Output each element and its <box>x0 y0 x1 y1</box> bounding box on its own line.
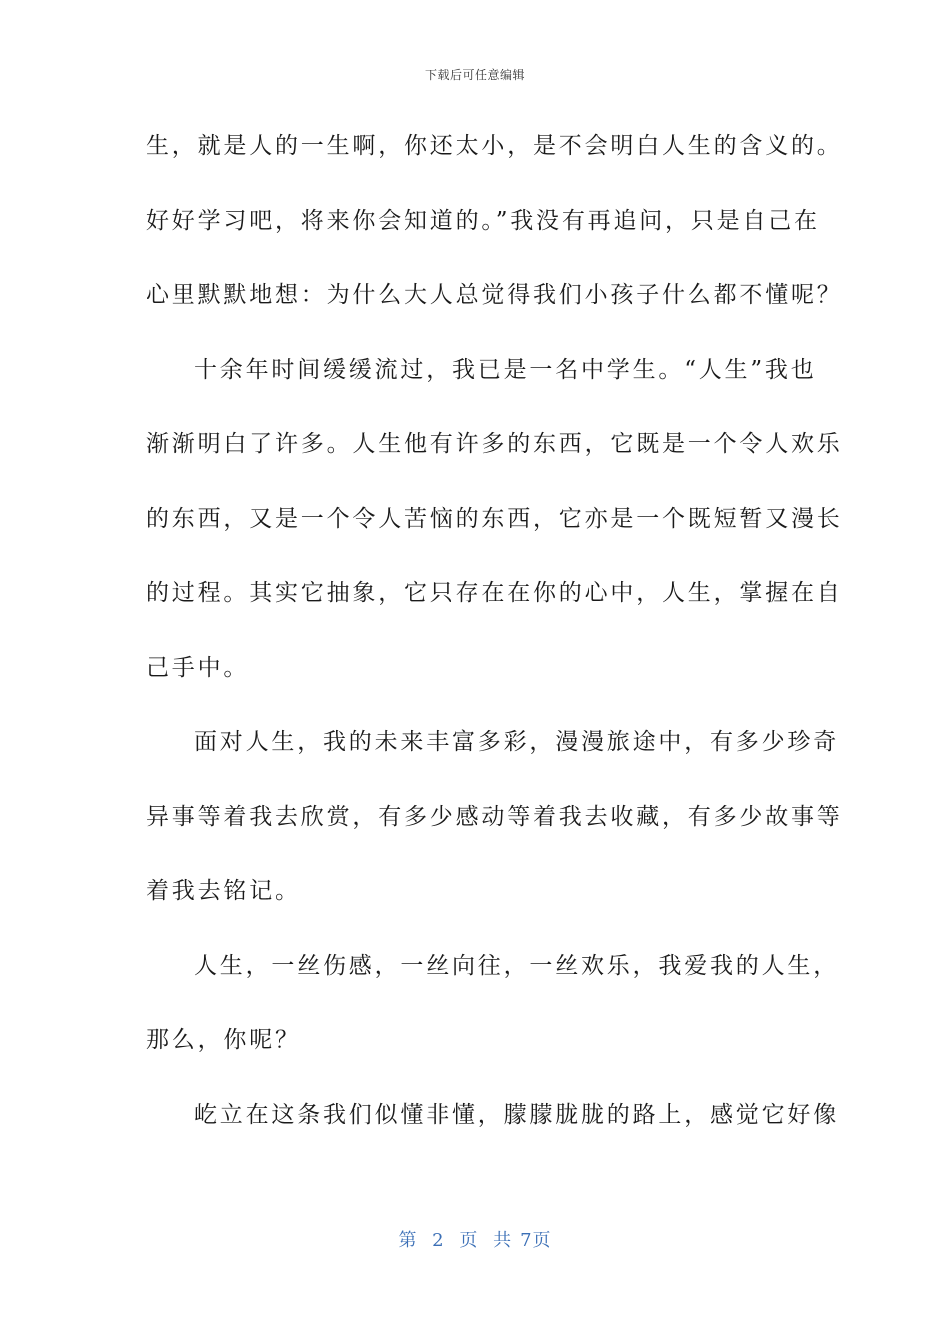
total-pages: 7页 <box>520 1230 552 1251</box>
text-line: 那么，你呢？ <box>146 1027 301 1053</box>
text-line: 好好学习吧，将来你会知道的。”我没有再追问，只是自己在 <box>146 207 820 234</box>
text-line: 渐渐明白了许多。人生他有许多的东西，它既是一个令人欢乐 <box>146 431 843 457</box>
total-pages-prefix: 共 <box>493 1230 513 1251</box>
text-line: 己手中。 <box>146 654 250 681</box>
text-line: 的东西，又是一个令人苦恼的东西，它亦是一个既短暂又漫长 <box>146 505 843 532</box>
paragraph-start-line: 面对人生，我的未来丰富多彩，漫漫旅途中，有多少珍奇 <box>194 729 839 755</box>
document-body <box>146 118 843 1161</box>
text-line: 心里默默地想：为什么大人总觉得我们小孩子什么都不懂呢？ <box>146 282 843 308</box>
text-line: 生，就是人的一生啊，你还太小，是不会明白人生的含义的。 <box>146 133 843 159</box>
paragraph-start-line: 屹立在这条我们似懂非懂，朦朦胧胧的路上，感觉它好像 <box>194 1101 839 1128</box>
page-header: 下载后可任意编辑 <box>424 68 525 82</box>
paragraph-start-line: 人生，一丝伤感，一丝向往，一丝欢乐，我爱我的人生， <box>194 952 839 979</box>
text-line: 着我去铭记。 <box>146 878 301 904</box>
text-line: 异事等着我去欣赏，有多少感动等着我去收藏，有多少故事等 <box>146 803 843 830</box>
text-line: 的过程。其实它抽象，它只存在在你的心中，人生，掌握在自 <box>146 580 843 606</box>
page-number-unit: 页 <box>459 1230 479 1251</box>
page-footer <box>0 1226 950 1252</box>
current-page-number: 2 <box>432 1230 445 1251</box>
page-number-prefix: 第 <box>398 1230 418 1251</box>
paragraph-start-line: 十余年时间缓缓流过，我已是一名中学生。“人生”我也 <box>194 356 817 383</box>
